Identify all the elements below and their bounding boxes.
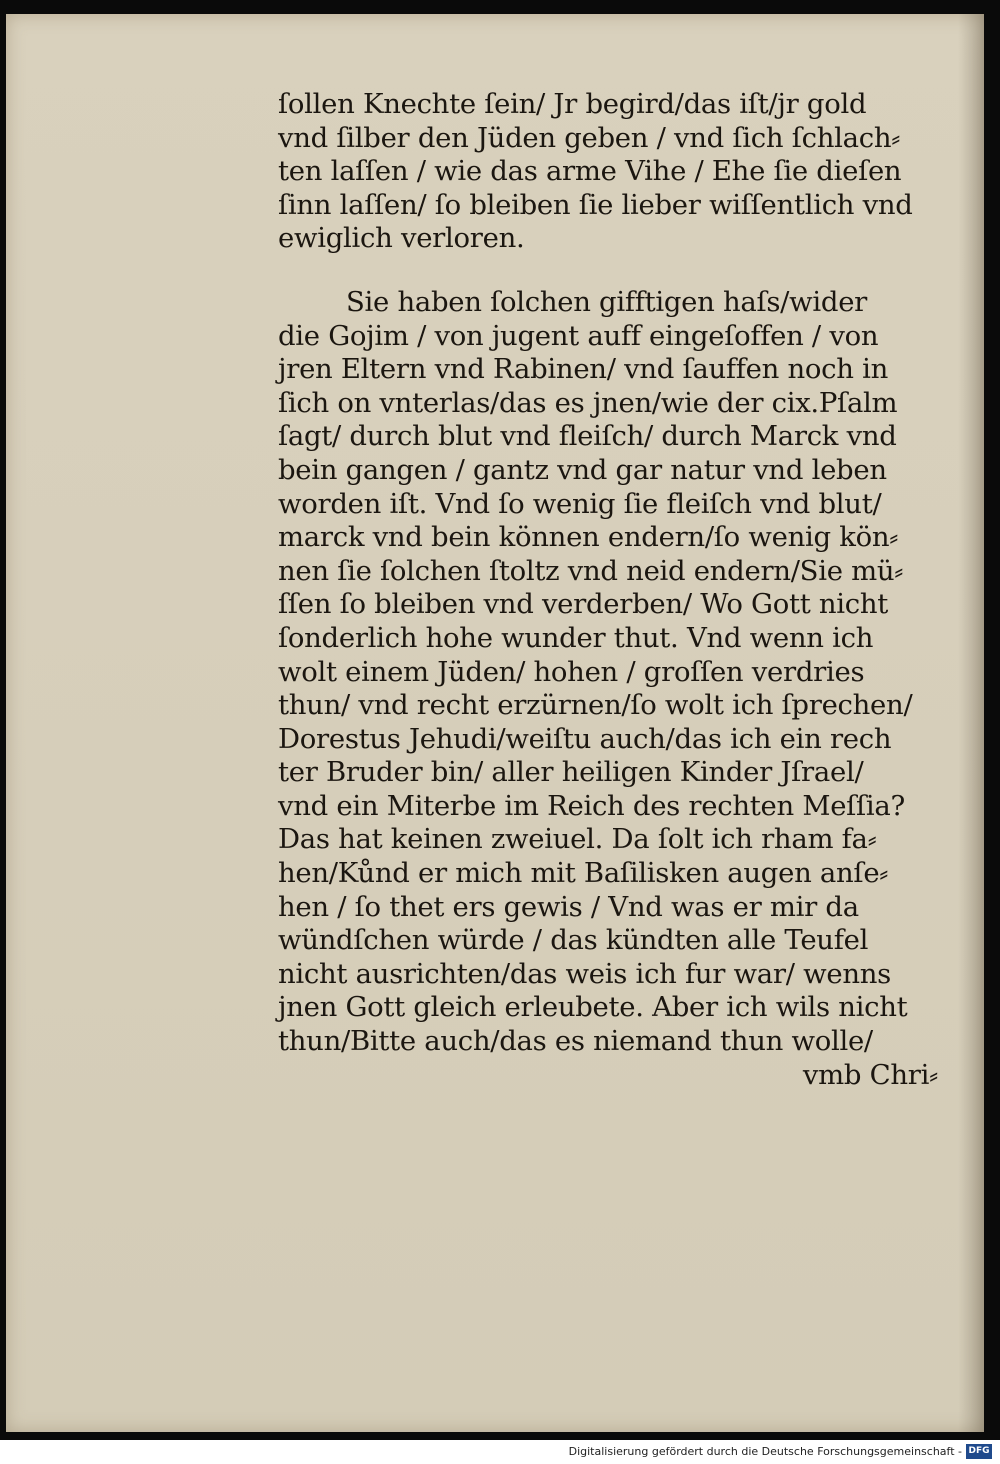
text-line: ſſen ſo bleiben vnd verderben/ Wo Gott nicht bbox=[278, 588, 889, 621]
text-line: thun/ vnd recht erzürnen/ſo wolt ich ſprechen/ bbox=[278, 689, 913, 722]
text-line: die Gojim / von jugent auff eingeſoffen / von bbox=[278, 319, 879, 352]
text-line: ten laſſen / wie das arme Vihe / Ehe ſie dieſen bbox=[278, 155, 902, 188]
text-line: jren Eltern vnd Rabinen/ vnd ſauffen noch in bbox=[278, 353, 889, 386]
text-line: bein gangen / gantz vnd gar natur vnd leben bbox=[278, 453, 887, 486]
text-line: vnd ſilber den Jüden geben / vnd ſich ſchlach⸗ bbox=[278, 121, 901, 154]
text-line: ewiglich verloren. bbox=[278, 222, 525, 255]
text-line: vnd ein Miterbe im Reich des rechten Meſſia? bbox=[278, 789, 905, 822]
catchword: vmb Chri⸗ bbox=[802, 1058, 938, 1091]
text-line: Sie haben ſolchen gifftigen haſs/wider bbox=[346, 285, 868, 318]
text-line: ſonderlich hohe wunder thut. Vnd wenn ich bbox=[278, 621, 874, 654]
text-line: ter Bruder bin/ aller heiligen Kinder Jſrael/ bbox=[278, 756, 864, 789]
text-line: nen ſie ſolchen ſtoltz vnd neid endern/Sie mü⸗ bbox=[278, 554, 904, 587]
text-line: wündſchen würde / das kündten alle Teufel bbox=[278, 924, 869, 957]
footer-bar bbox=[0, 1440, 1000, 1464]
text-line: ſinn laſſen/ ſo bleiben ſie lieber wiſſentlich vnd bbox=[278, 188, 913, 221]
dfg-logo: DFG bbox=[966, 1444, 992, 1459]
text-line: jnen Gott gleich erleubete. Aber ich wils nicht bbox=[278, 991, 908, 1024]
page-fold-shadow bbox=[958, 14, 984, 1432]
text-line: Dorestus Jehudi/weiſtu auch/das ich ein rech bbox=[278, 722, 892, 755]
text-line: wolt einem Jüden/ hohen / groſſen verdries bbox=[278, 655, 865, 688]
text-line: marck vnd bein können endern/ſo wenig kön⸗ bbox=[278, 521, 899, 554]
text-line: thun/Bitte auch/das es niemand thun wolle/ bbox=[278, 1025, 873, 1058]
text-line: Das hat keinen zweiuel. Da ſolt ich rham fa⸗ bbox=[278, 823, 877, 856]
text-line: nicht ausrichten/das weis ich fur war/ wenns bbox=[278, 957, 891, 990]
paragraph-gap bbox=[278, 256, 960, 286]
text-line: ſich on vnterlas/das es jnen/wie der cix.Pſalm bbox=[278, 386, 898, 419]
digitization-credit: Digitalisierung gefördert durch die Deutsche Forschungsgemeinschaft - bbox=[568, 1445, 962, 1458]
text-line: ſagt/ durch blut vnd fleiſch/ durch Marck vnd bbox=[278, 420, 897, 453]
text-line: hen / ſo thet ers gewis / Vnd was er mir da bbox=[278, 890, 859, 923]
text-line: worden iſt. Vnd ſo wenig ſie fleiſch vnd blut/ bbox=[278, 487, 882, 520]
text-line: hen/Kůnd er mich mit Baſilisken augen anſe⸗ bbox=[278, 857, 889, 890]
text-line: ſollen Knechte ſein/ Jr begird/das iſt/jr gold bbox=[278, 88, 867, 120]
page-text-block bbox=[278, 88, 960, 1092]
